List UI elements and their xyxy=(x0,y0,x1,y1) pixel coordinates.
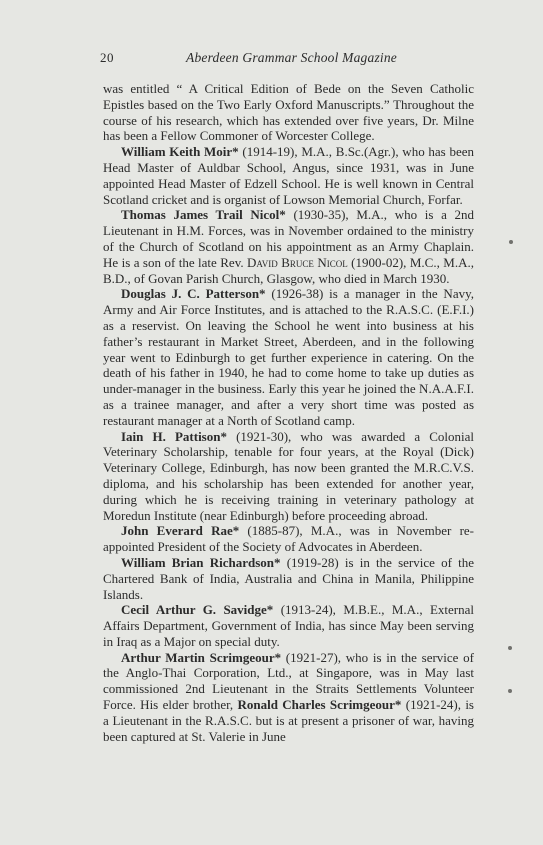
paragraph-text: (1900-02), M.C., M.A., B.D., of Govan Parish Church, Glasgow, who died in March 1930. xyxy=(103,254,474,286)
paragraph-patterson xyxy=(103,286,474,428)
margin-speck xyxy=(508,646,512,650)
page-header xyxy=(100,50,480,70)
paragraph-text: (1919-28) is in the service of the Chartered Bank of India, Australia and China in Manila, Philippine Islands. xyxy=(103,554,474,602)
person-name: Thomas James Trail Nicol* xyxy=(121,207,286,223)
margin-speck xyxy=(508,689,512,693)
article-body xyxy=(103,81,474,744)
paragraph-pattison xyxy=(103,429,474,524)
person-name: John Everard Rae* xyxy=(121,523,240,539)
paragraph-moir xyxy=(103,144,474,207)
paragraph-milne-continued xyxy=(103,81,474,144)
paragraph-scrimgeour xyxy=(103,650,474,745)
paragraph-text: (1926-38) is a manager in the Navy, Army and Air Force Institutes, and is attached to the R.A.S.C. (E.F.I.) as a reservist. On leaving the School he went into business at his father’s restaurant in Market Street, Aberdeen, and in the following year went to Edinburgh to get further experience in catering. On the death of his father in 1940, he had to come home to take up duties as under-manager in the business. Early this year he joined the N.A.A.F.I. as a trainee manager, and after a very short time was posted as restaurant manager at a North of Scotland camp. xyxy=(103,286,474,428)
paragraph-savidge xyxy=(103,602,474,649)
paragraph-text: (1885-87), M.A., was in November re-appointed President of the Society of Advocates in Aberdeen. xyxy=(103,523,474,555)
referenced-person-name: David Bruce Nicol xyxy=(247,254,348,270)
paragraph-richardson xyxy=(103,555,474,602)
paragraph-text: was entitled “ A Critical Edition of Bede on the Seven Catholic Epistles based on the Two Early Oxford Manuscripts.” Throughout the course of his research, which has extended over five years, Dr. Milne has been a Fellow Commoner of Worcester College. xyxy=(103,81,474,144)
referenced-person-name: Ronald Charles Scrimgeour* xyxy=(237,697,402,713)
person-name: Arthur Martin Scrimgeour* xyxy=(121,649,282,665)
person-name: Cecil Arthur G. Savidge* xyxy=(121,602,274,618)
person-name: Iain H. Pattison* xyxy=(121,428,227,444)
running-title: Aberdeen Grammar School Magazine xyxy=(186,50,397,65)
paragraph-text: (1930-35), M.A., who is a 2nd Lieutenant in H.M. Forces, was in November ordained to the ministry of the Church of Scotland on his appointment as an Army Chaplain. He is a son of the late Rev. xyxy=(103,207,475,270)
paragraph-nicol xyxy=(103,207,474,286)
paragraph-text: (1921-27), who is in the service of the Anglo-Thai Corporation, Ltd., at Singapore, was in May last commissioned 2nd Lieutenant in the Straits Settlements Volunteer Force. His elder brother, xyxy=(103,649,474,713)
paragraph-text: (1914-19), M.A., B.Sc.(Agr.), who has been Head Master of Auldbar School, Angus, since 1931, was in June appointed Head Master of Edzell School. He is well known in Central Scotland cricket and is organist of Lowson Memorial Church, Forfar. xyxy=(103,144,474,207)
paragraph-text: (1913-24), M.B.E., M.A., External Affairs Department, Government of India, has since May been serving in Iraq as a Major on special duty. xyxy=(103,602,474,649)
person-name: William Brian Richardson* xyxy=(121,554,281,570)
page-number: 20 xyxy=(100,50,114,65)
margin-speck xyxy=(509,240,513,244)
paragraph-rae xyxy=(103,523,474,555)
paragraph-text: (1921-24), is a Lieutenant in the R.A.S.C. but is at present a prisoner of war, having been captured at St. Valerie in June xyxy=(103,697,474,744)
paragraph-text: (1921-30), who was awarded a Colonial Veterinary Scholarship, tenable for four years, at the Royal (Dick) Veterinary College, Edinburgh, has now been granted the M.R.C.V.S. diploma, and his scholarship has been extended for another year, during which he is receiving training in veterinary pathology at Moredun Institute (near Edinburgh) before proceeding abroad. xyxy=(103,428,474,523)
person-name: Douglas J. C. Patterson* xyxy=(121,286,266,302)
person-name: William Keith Moir* xyxy=(121,144,239,160)
